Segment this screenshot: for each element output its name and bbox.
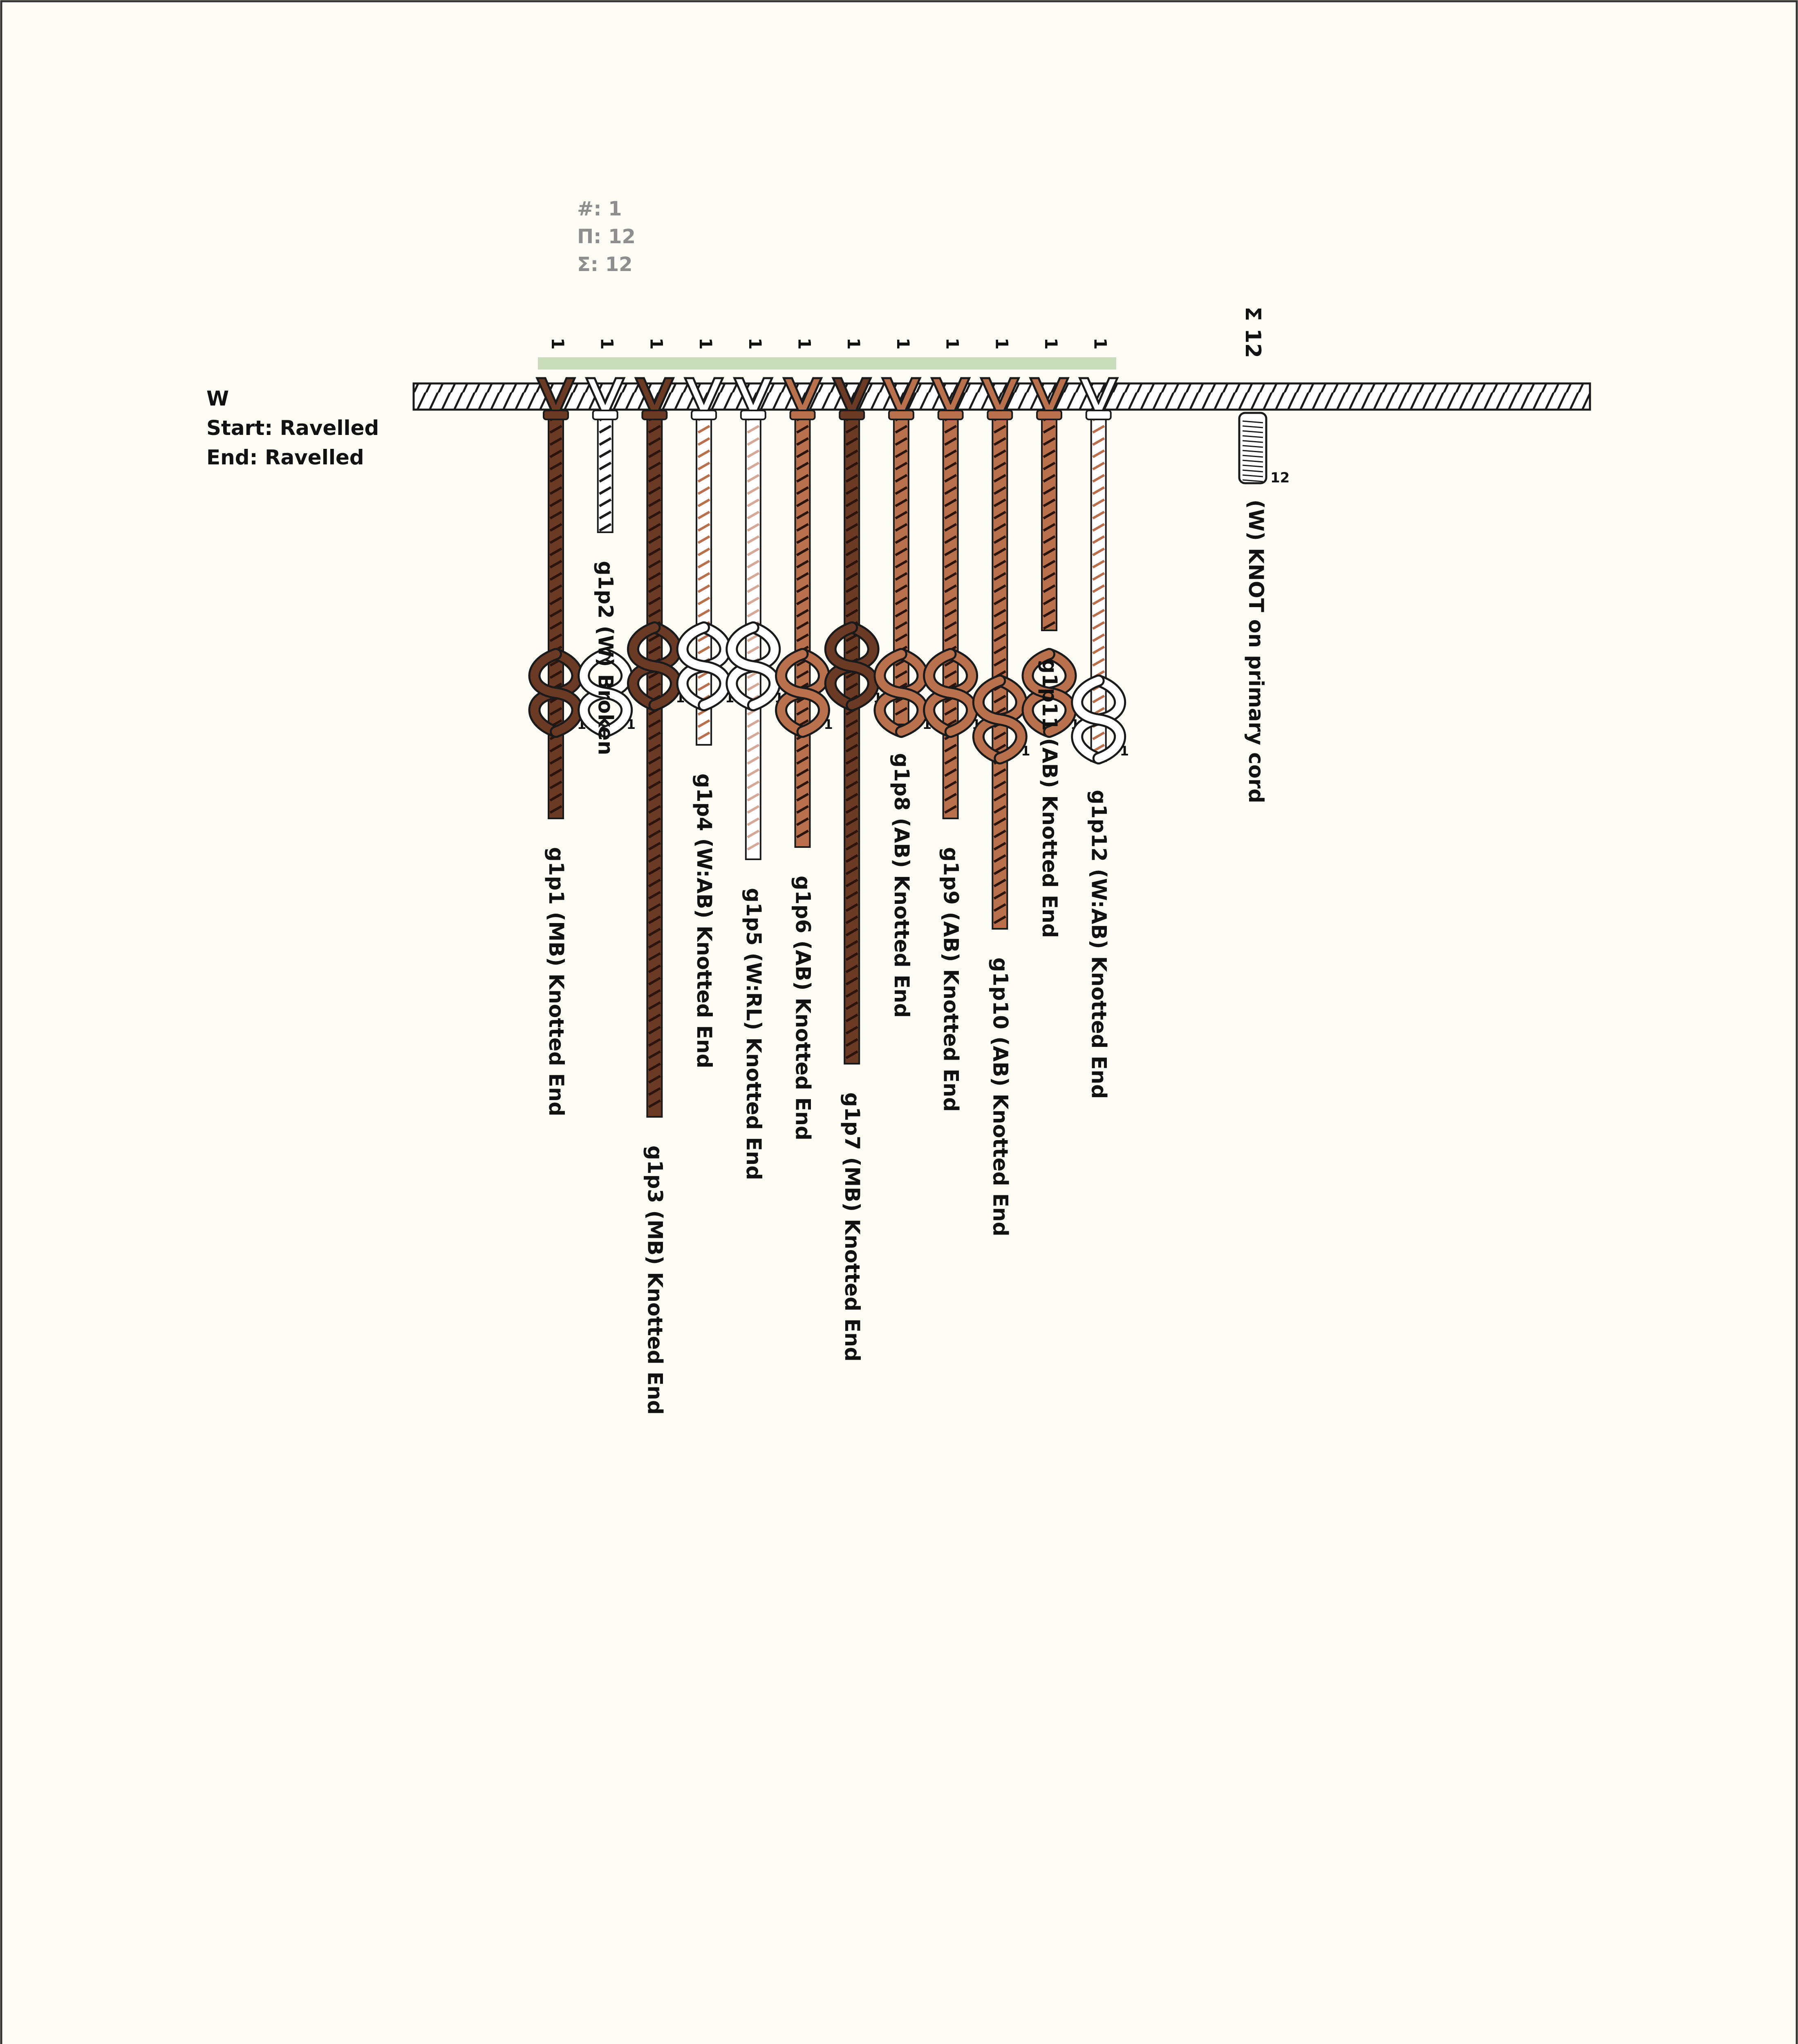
pendant-label: g1p12 (W:AB) Knotted End xyxy=(1087,790,1111,1099)
pendant-count-label: 1 xyxy=(1041,338,1061,350)
pendant-count-label: 1 xyxy=(1090,338,1111,350)
pendant-cord-body xyxy=(598,410,613,532)
pendant-knot-count: 1 xyxy=(1021,743,1030,759)
pendant-cord-body xyxy=(696,410,711,745)
pendant-knot-count: 1 xyxy=(873,690,882,706)
pendant-group-bar xyxy=(538,357,1116,370)
pendant-knot-count: 1 xyxy=(577,717,587,732)
pendant-label: g1p9 (AB) Knotted End xyxy=(939,847,963,1112)
pendant-knot-count: 1 xyxy=(824,717,833,732)
pendant-cord-body xyxy=(943,410,958,818)
pendant-count-label: 1 xyxy=(942,338,963,350)
pendant-count-label: 1 xyxy=(696,338,716,350)
pendant-label: g1p5 (W:RL) Knotted End xyxy=(741,888,766,1180)
pendant-label: g1p10 (AB) Knotted End xyxy=(988,957,1012,1237)
pendant-label: g1p4 (W:AB) Knotted End xyxy=(692,773,717,1069)
pendant-count-label: 1 xyxy=(893,338,913,350)
pendant-count-label: 1 xyxy=(548,338,568,350)
group-pi-stat: Π: 12 xyxy=(577,225,636,248)
pendant-cord-body xyxy=(992,410,1007,929)
primary-knot-label: (W) KNOT on primary cord xyxy=(1244,500,1268,803)
pendant-cord-body xyxy=(795,410,810,847)
primary-cord-start: Start: Ravelled xyxy=(206,416,379,440)
primary-cord-end: End: Ravelled xyxy=(206,446,364,469)
pendant-cord-body xyxy=(844,410,859,1064)
pendant-label: g1p11 (AB) Knotted End xyxy=(1038,659,1061,938)
pendant-label: g1p8 (AB) Knotted End xyxy=(889,753,914,1018)
pendant-cord-body xyxy=(894,410,909,724)
pendant-knot-count: 1 xyxy=(1120,743,1129,759)
group-count-stat: #: 1 xyxy=(577,197,622,220)
pendant-label: g1p7 (MB) Knotted End xyxy=(840,1092,864,1362)
pendant-count-label: 1 xyxy=(794,338,815,350)
pendant-knot-count: 1 xyxy=(922,717,932,732)
pendant-count-label: 1 xyxy=(745,338,765,350)
page-border xyxy=(1,1,1797,2044)
pendant-cord-body xyxy=(1042,410,1057,630)
primary-knot-count: 12 xyxy=(1270,470,1290,486)
pendant-label: g1p6 (AB) Knotted End xyxy=(791,876,815,1141)
pendant-count-label: 1 xyxy=(992,338,1012,350)
pendant-knot-count: 1 xyxy=(774,690,784,706)
pendant-count-label: 1 xyxy=(597,338,617,350)
primary-cord-color: W xyxy=(206,387,229,410)
pendant-knot-count: 1 xyxy=(676,690,685,706)
pendant-count-label: 1 xyxy=(844,338,864,350)
pendant-label: g1p2 (W) Broken xyxy=(593,561,618,755)
pendant-label: g1p3 (MB) Knotted End xyxy=(643,1145,667,1415)
group-sigma-stat: Σ: 12 xyxy=(577,253,633,276)
pendant-knot-count: 1 xyxy=(972,717,981,732)
pendant-knot-count: 1 xyxy=(1070,717,1080,732)
pendant-cord-body xyxy=(1091,410,1106,761)
pendant-count-label: 1 xyxy=(646,338,667,350)
primary-knot-sum: Σ 12 xyxy=(1240,307,1265,358)
pendant-knot-count: 1 xyxy=(626,717,636,732)
pendant-cord-body xyxy=(647,410,662,1117)
pendant-cord-body xyxy=(549,410,563,818)
pendant-label: g1p1 (MB) Knotted End xyxy=(544,847,568,1116)
pendant-knot-count: 1 xyxy=(725,690,734,706)
